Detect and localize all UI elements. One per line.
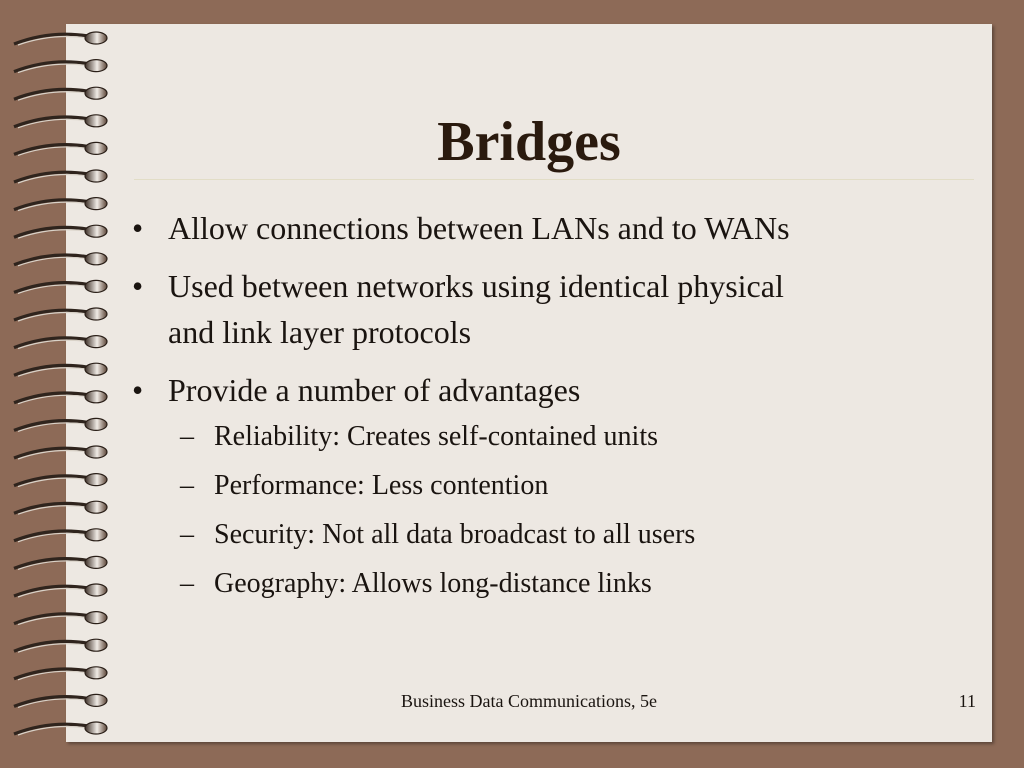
dash-mark: – xyxy=(180,470,194,501)
bullet-item xyxy=(132,367,972,413)
bullet-text: Used between networks using identical physical and link layer protocols xyxy=(168,268,784,350)
sub-bullet-item xyxy=(180,564,972,604)
spiral-ring xyxy=(85,667,107,679)
dash-mark: – xyxy=(180,421,194,452)
spiral-ring xyxy=(85,60,107,72)
spiral-ring xyxy=(85,612,107,624)
spiral-ring xyxy=(85,336,107,348)
sub-bullet-text: Performance: Less contention xyxy=(214,470,549,501)
bullet-mark: • xyxy=(132,210,144,246)
sub-bullet-item xyxy=(180,466,972,506)
spiral-ring xyxy=(85,722,107,734)
bullet-mark: • xyxy=(132,372,144,408)
title-divider xyxy=(134,179,974,180)
spiral-ring xyxy=(85,584,107,596)
bullet-item xyxy=(132,263,972,355)
bullet-text: Allow connections between LANs and to WANs xyxy=(168,210,790,246)
spiral-ring xyxy=(85,280,107,292)
spiral-ring xyxy=(85,253,107,265)
sub-bullet-text: Reliability: Creates self-contained units xyxy=(214,421,658,452)
footer-text: Business Data Communications, 5e xyxy=(401,691,657,711)
spiral-ring xyxy=(85,418,107,430)
sub-bullet-item xyxy=(180,417,972,457)
spiral-ring xyxy=(85,170,107,182)
sub-bullet-text: Geography: Allows long-distance links xyxy=(214,568,652,599)
slide-title: Bridges xyxy=(437,110,621,173)
spiral-ring xyxy=(85,87,107,99)
spiral-ring xyxy=(85,32,107,44)
spiral-ring xyxy=(85,225,107,237)
bullet-list xyxy=(132,205,972,613)
sub-bullet-item xyxy=(180,515,972,555)
spiral-ring xyxy=(85,556,107,568)
dash-mark: – xyxy=(180,519,194,550)
dash-mark: – xyxy=(180,568,194,599)
spiral-ring xyxy=(85,198,107,210)
spiral-ring xyxy=(85,446,107,458)
bullet-mark: • xyxy=(132,268,144,304)
bullet-text: Provide a number of advantages xyxy=(168,372,581,408)
page-number: 11 xyxy=(958,691,976,711)
spiral-ring xyxy=(85,529,107,541)
spiral-ring xyxy=(85,639,107,651)
spiral-ring xyxy=(85,501,107,513)
bullet-item xyxy=(132,205,972,251)
spiral-ring xyxy=(85,363,107,375)
sub-bullet-text: Security: Not all data broadcast to all users xyxy=(214,519,696,550)
spiral-ring xyxy=(85,474,107,486)
spiral-ring xyxy=(85,391,107,403)
spiral-ring xyxy=(85,308,107,320)
